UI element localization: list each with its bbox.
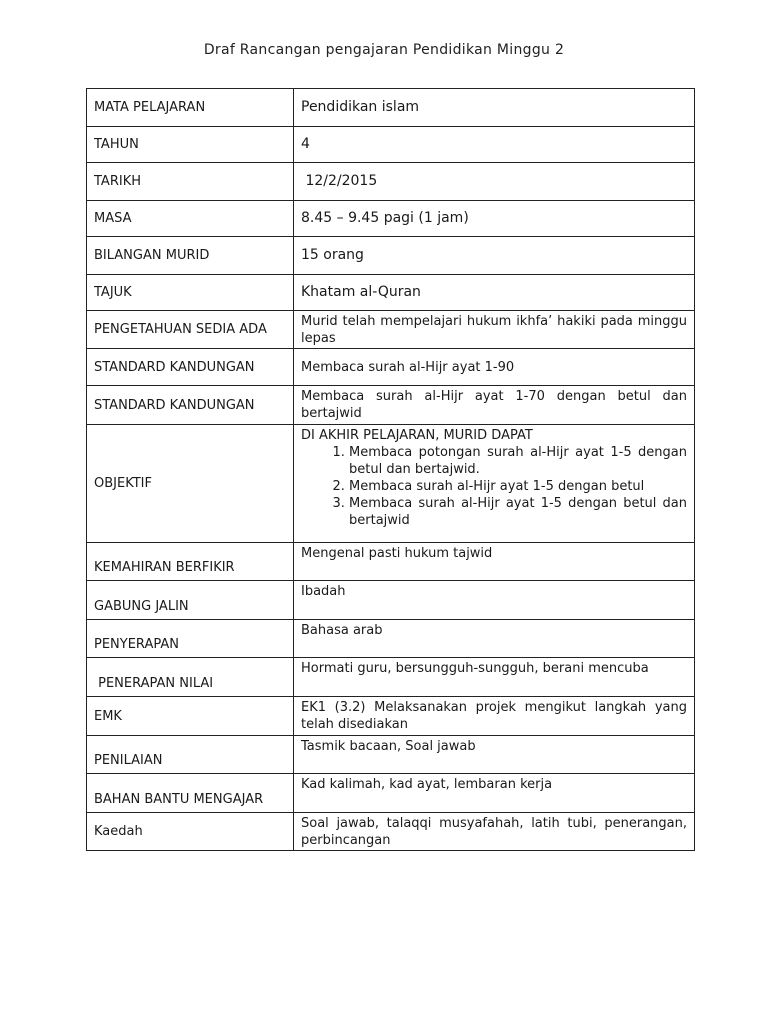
row-label-mata-pelajaran: MATA PELAJARAN xyxy=(87,89,294,127)
row-label-bahan-bantu-mengajar: BAHAN BANTU MENGAJAR xyxy=(87,774,294,813)
row-label-penilaian: PENILAIAN xyxy=(87,736,294,774)
row-label-standard-kandungan-2: STANDARD KANDUNGAN xyxy=(87,386,294,425)
table-row xyxy=(87,813,695,851)
objective-heading: DI AKHIR PELAJARAN, MURID DAPAT xyxy=(301,428,533,443)
row-label-gabung-jalin: GABUNG JALIN xyxy=(87,581,294,620)
row-label-kemahiran-berfikir: KEMAHIRAN BERFIKIR xyxy=(87,543,294,581)
objective-item: 2. Membaca surah al-Hijr ayat 1-5 dengan betul xyxy=(349,478,687,495)
row-label-masa: MASA xyxy=(87,201,294,237)
row-value-penerapan-nilai: Hormati guru, bersungguh-sungguh, berani mencuba xyxy=(294,658,695,697)
table-row xyxy=(87,311,695,349)
row-label-standard-kandungan: STANDARD KANDUNGAN xyxy=(87,349,294,386)
row-value-mata-pelajaran: Pendidikan islam xyxy=(294,89,695,127)
row-label-objektif: OBJEKTIF xyxy=(87,425,294,543)
row-value-tarikh: 12/2/2015 xyxy=(294,163,695,201)
row-value-masa: 8.45 – 9.45 pagi (1 jam) xyxy=(294,201,695,237)
table-row xyxy=(87,543,695,581)
table-row xyxy=(87,425,695,543)
row-value-objektif xyxy=(294,425,695,543)
row-value-bilangan-murid: 15 orang xyxy=(294,237,695,275)
table-row xyxy=(87,386,695,425)
row-label-tahun: TAHUN xyxy=(87,127,294,163)
table-row xyxy=(87,620,695,658)
document-title: Draf Rancangan pengajaran Pendidikan Minggu 2 xyxy=(203,42,565,58)
table-row xyxy=(87,581,695,620)
row-label-bilangan-murid: BILANGAN MURID xyxy=(87,237,294,275)
objective-item: 3. Membaca surah al-Hijr ayat 1-5 dengan betul dan bertajwid xyxy=(349,495,687,529)
lesson-plan-table xyxy=(86,88,695,851)
table-row xyxy=(87,237,695,275)
table-row xyxy=(87,163,695,201)
table-row xyxy=(87,736,695,774)
row-value-tajuk: Khatam al-Quran xyxy=(294,275,695,311)
row-label-kaedah: Kaedah xyxy=(87,813,294,851)
row-label-tarikh: TARIKH xyxy=(87,163,294,201)
table-row xyxy=(87,127,695,163)
row-value-kemahiran-berfikir: Mengenal pasti hukum tajwid xyxy=(294,543,695,581)
row-value-tahun: 4 xyxy=(294,127,695,163)
table-row xyxy=(87,89,695,127)
row-label-pengetahuan-sedia-ada: PENGETAHUAN SEDIA ADA xyxy=(87,311,294,349)
row-value-kaedah: Soal jawab, talaqqi musyafahah, latih tubi, penerangan, perbincangan xyxy=(294,813,695,851)
table-row xyxy=(87,697,695,736)
row-value-penilaian: Tasmik bacaan, Soal jawab xyxy=(294,736,695,774)
table-row xyxy=(87,658,695,697)
row-value-gabung-jalin: Ibadah xyxy=(294,581,695,620)
row-value-penyerapan: Bahasa arab xyxy=(294,620,695,658)
row-value-pengetahuan-sedia-ada: Murid telah mempelajari hukum ikhfa’ hakiki pada minggu lepas xyxy=(294,311,695,349)
row-label-emk: EMK xyxy=(87,697,294,736)
objective-list xyxy=(301,444,687,529)
row-label-tajuk: TAJUK xyxy=(87,275,294,311)
table-row xyxy=(87,201,695,237)
table-row xyxy=(87,275,695,311)
row-value-bahan-bantu-mengajar: Kad kalimah, kad ayat, lembaran kerja xyxy=(294,774,695,813)
objective-item: 1. Membaca potongan surah al-Hijr ayat 1-5 dengan betul dan bertajwid. xyxy=(349,444,687,478)
row-value-standard-kandungan-2: Membaca surah al-Hijr ayat 1-70 dengan betul dan bertajwid xyxy=(294,386,695,425)
row-label-penerapan-nilai: PENERAPAN NILAI xyxy=(87,658,294,697)
row-value-emk: EK1 (3.2) Melaksanakan projek mengikut langkah yang telah disediakan xyxy=(294,697,695,736)
table-row xyxy=(87,349,695,386)
row-label-penyerapan: PENYERAPAN xyxy=(87,620,294,658)
row-value-standard-kandungan: Membaca surah al-Hijr ayat 1-90 xyxy=(294,349,695,386)
table-row xyxy=(87,774,695,813)
